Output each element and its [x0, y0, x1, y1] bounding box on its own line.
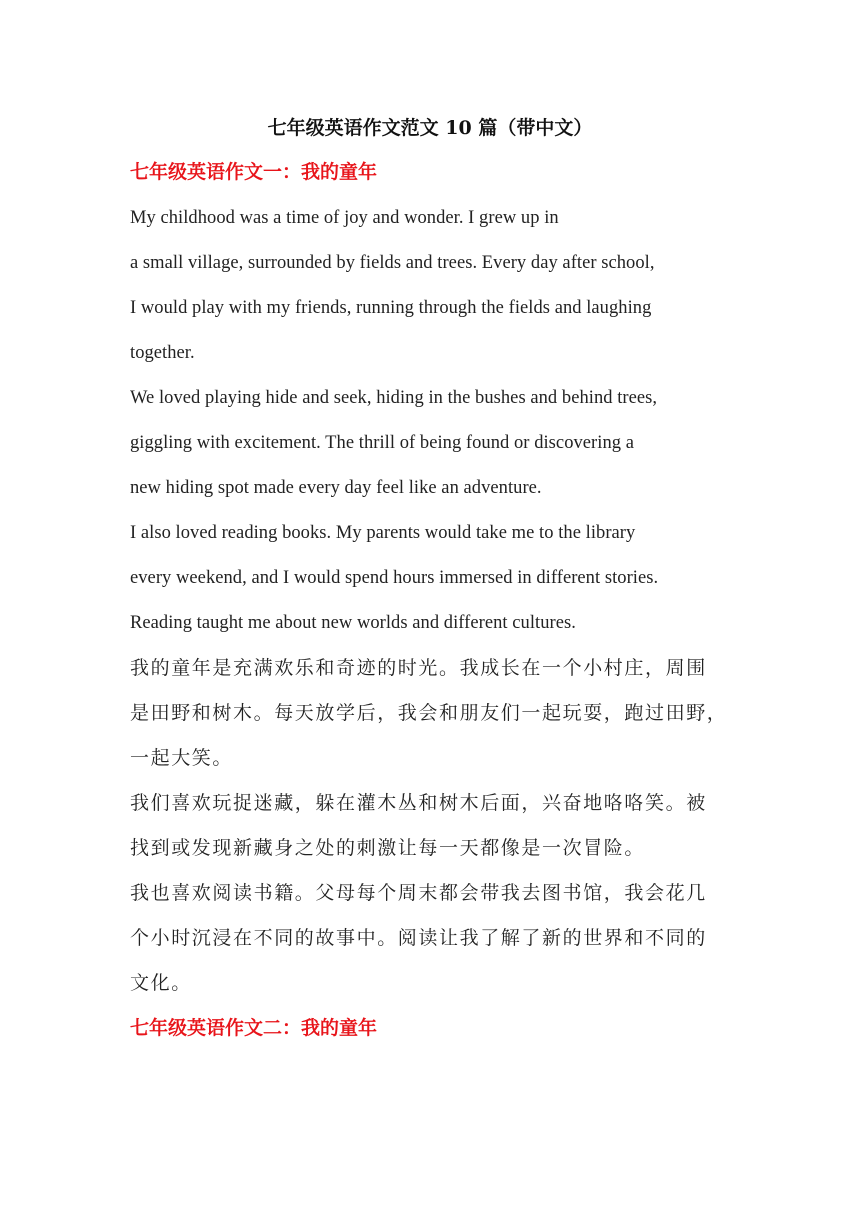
section-heading-1: 七年级英语作文一：我的童年	[130, 161, 378, 183]
chinese-paragraph-line: 我的童年是充满欢乐和奇迹的时光。我成长在一个小村庄，周围	[130, 657, 707, 679]
english-paragraph-line: Reading taught me about new worlds and different cultures.	[130, 613, 576, 633]
english-paragraph-line: every weekend, and I would spend hours immersed in different stories.	[130, 568, 659, 588]
english-paragraph-line: My childhood was a time of joy and wonder. I grew up in	[130, 208, 559, 228]
english-paragraph-line: giggling with excitement. The thrill of being found or discovering a	[130, 433, 634, 453]
chinese-paragraph-line: 我们喜欢玩捉迷藏，躲在灌木丛和树木后面，兴奋地咯咯笑。被	[130, 792, 707, 814]
english-paragraph-line: together.	[130, 343, 195, 363]
chinese-paragraph-line: 我也喜欢阅读书籍。父母每个周末都会带我去图书馆，我会花几	[130, 882, 707, 904]
english-paragraph-line: I would play with my friends, running through the fields and laughing	[130, 298, 652, 318]
english-paragraph-line: new hiding spot made every day feel like an adventure.	[130, 478, 542, 498]
chinese-paragraph-line: 是田野和树木。每天放学后，我会和朋友们一起玩耍，跑过田野，	[130, 702, 728, 724]
section-heading-2: 七年级英语作文二：我的童年	[130, 1017, 378, 1039]
document-title: 七年级英语作文范文 10 篇（带中文）	[267, 117, 593, 139]
english-paragraph-line: We loved playing hide and seek, hiding in the bushes and behind trees,	[130, 388, 658, 408]
chinese-paragraph-line: 文化。	[130, 972, 192, 994]
english-paragraph-line: a small village, surrounded by fields and trees. Every day after school,	[130, 253, 655, 273]
chinese-paragraph-line: 个小时沉浸在不同的故事中。阅读让我了解了新的世界和不同的	[130, 927, 707, 949]
english-paragraph-line: I also loved reading books. My parents would take me to the library	[130, 523, 636, 543]
chinese-paragraph-line: 一起大笑。	[130, 747, 234, 769]
chinese-paragraph-line: 找到或发现新藏身之处的刺激让每一天都像是一次冒险。	[130, 837, 646, 859]
